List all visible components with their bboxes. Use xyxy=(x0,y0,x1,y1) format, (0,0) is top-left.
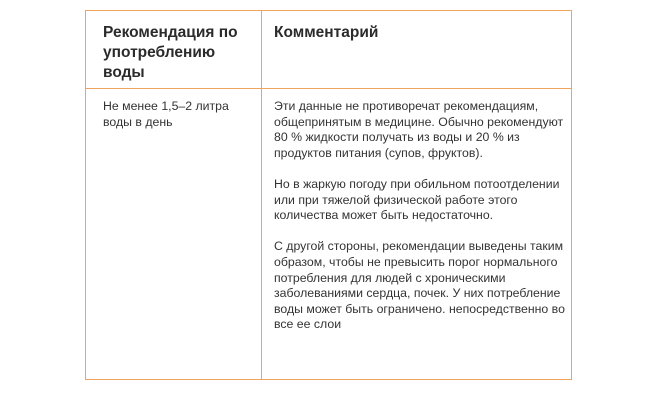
comment-paragraph-3: С другой стороны, рекомендации выведены таким образом, чтобы не превысить порог нормального потребления для людей с хроническими заболеваниями сердца, почек. У них потребление воды может быть ограничено. непосредственно во все ее слои xyxy=(274,239,565,332)
column-divider xyxy=(261,11,262,379)
comment-paragraph-1: Эти данные не противоречат рекомендациям, общепринятым в медицине. Обычно рекомендуют 80 % жидкости получать из воды и 20 % из продуктов питания (супов, фруктов). xyxy=(274,99,564,160)
comment-paragraph-2: Но в жаркую погоду при обильном потоотделении или при тяжелой физической работе этого количества может быть недостаточно. xyxy=(274,176,560,223)
cell-recommendation: Не менее 1,5–2 литра воды в день xyxy=(103,99,229,129)
header-recommendation: Рекомендация по употреблению воды xyxy=(103,24,238,81)
recommendation-table xyxy=(85,10,572,380)
cell-comment xyxy=(274,99,570,333)
header-divider xyxy=(86,88,571,89)
header-comment: Комментарий xyxy=(274,24,379,41)
